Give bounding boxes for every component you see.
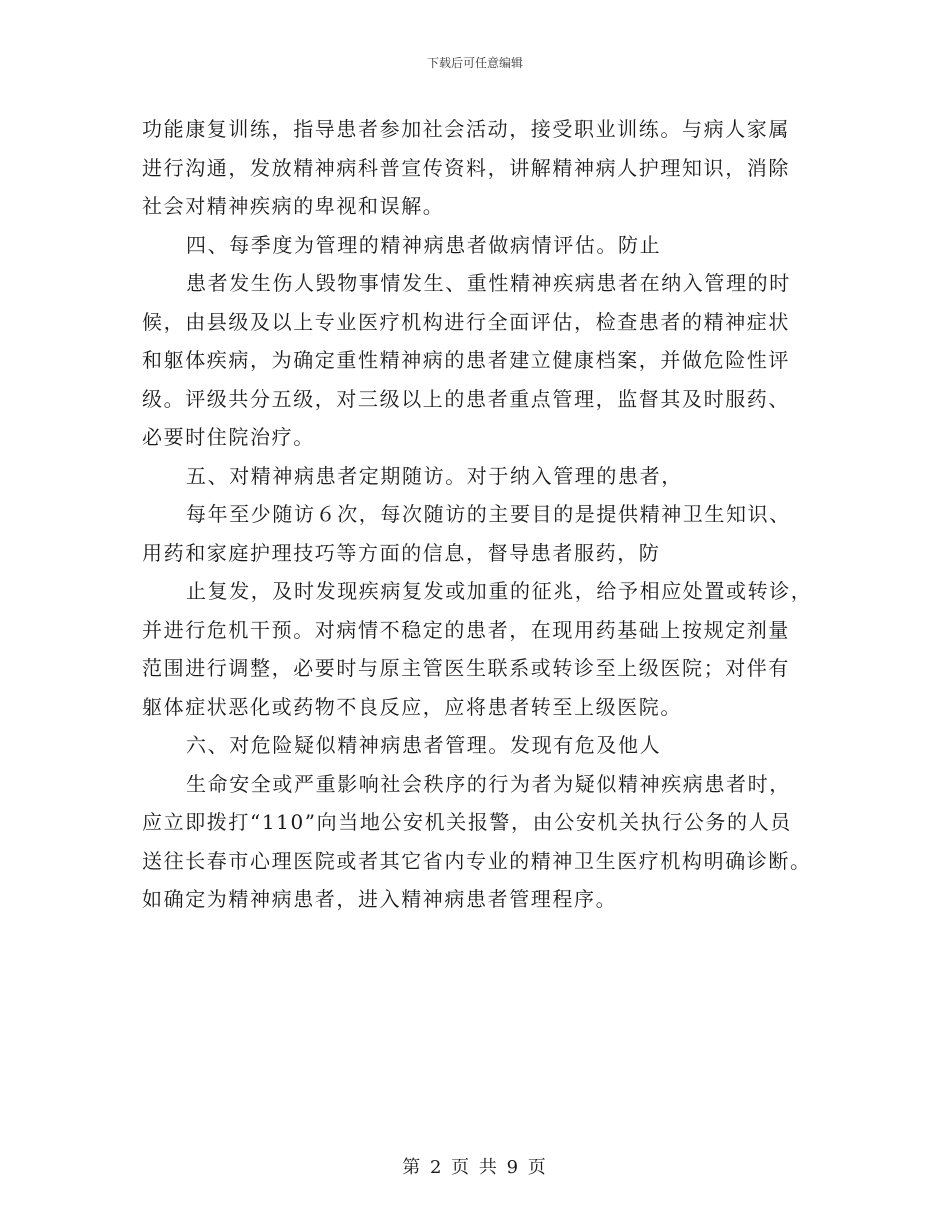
header-note: 下载后可任意编辑: [426, 56, 523, 70]
body-line: 社会对精神疾病的卑视和误解。: [142, 194, 445, 218]
body-line: 和躯体疾病，为确定重性精神病的患者建立健康档案，并做危险性评: [142, 348, 790, 372]
body-line: 每年至少随访６次，每次随访的主要目的是提供精神卫生知识、: [186, 502, 791, 526]
body-line: 并进行危机干预。对病情不稳定的患者，在现用药基础上按规定剂量: [142, 617, 790, 642]
body-line: 生命安全或严重影响社会秩序的行为者为疑似精神疾病患者时，: [186, 771, 791, 796]
body-line: 级。评级共分五级，对三级以上的患者重点管理，监督其及时服药、: [142, 386, 790, 411]
document-body: [142, 110, 813, 919]
section-heading-six: 六、对危险疑似精神病患者管理。发现有危及他人: [186, 733, 662, 757]
page-number-footer: 第 2 页 共 9 页: [402, 1157, 548, 1178]
body-line: 用药和家庭护理技巧等方面的信息，督导患者服药，防: [142, 540, 661, 565]
section-heading-five: 五、对精神病患者定期随访。对于纳入管理的患者，: [186, 463, 683, 488]
body-line: 应立即拨打“110”向当地公安机关报警，由公安机关执行公务的人员: [142, 810, 792, 834]
body-line: 进行沟通，发放精神病科普宣传资料，讲解精神病人护理知识，消除: [142, 155, 790, 180]
body-line: 如确定为精神病患者，进入精神病患者管理程序。: [142, 887, 618, 911]
body-line: 必要时住院治疗。: [142, 425, 315, 449]
body-line: 止复发，及时发现疾病复发或加重的征兆，给予相应处置或转诊，: [186, 579, 813, 603]
body-line: 候，由县级及以上专业医疗机构进行全面评估，检查患者的精神症状: [142, 309, 790, 334]
body-line: 躯体症状恶化或药物不良反应，应将患者转至上级医院。: [142, 694, 682, 719]
section-heading-four: 四、每季度为管理的精神病患者做病情评估。防止: [186, 232, 662, 257]
body-line: 功能康复训练，指导患者参加社会活动，接受职业训练。与病人家属: [142, 117, 790, 141]
body-line: 送往长春市心理医院或者其它省内专业的精神卫生医疗机构明确诊断。: [142, 848, 812, 873]
body-line: 患者发生伤人毁物事情发生、重性精神疾病患者在纳入管理的时: [186, 271, 791, 295]
body-line: 范围进行调整，必要时与原主管医生联系或转诊至上级医院；对伴有: [142, 656, 790, 680]
